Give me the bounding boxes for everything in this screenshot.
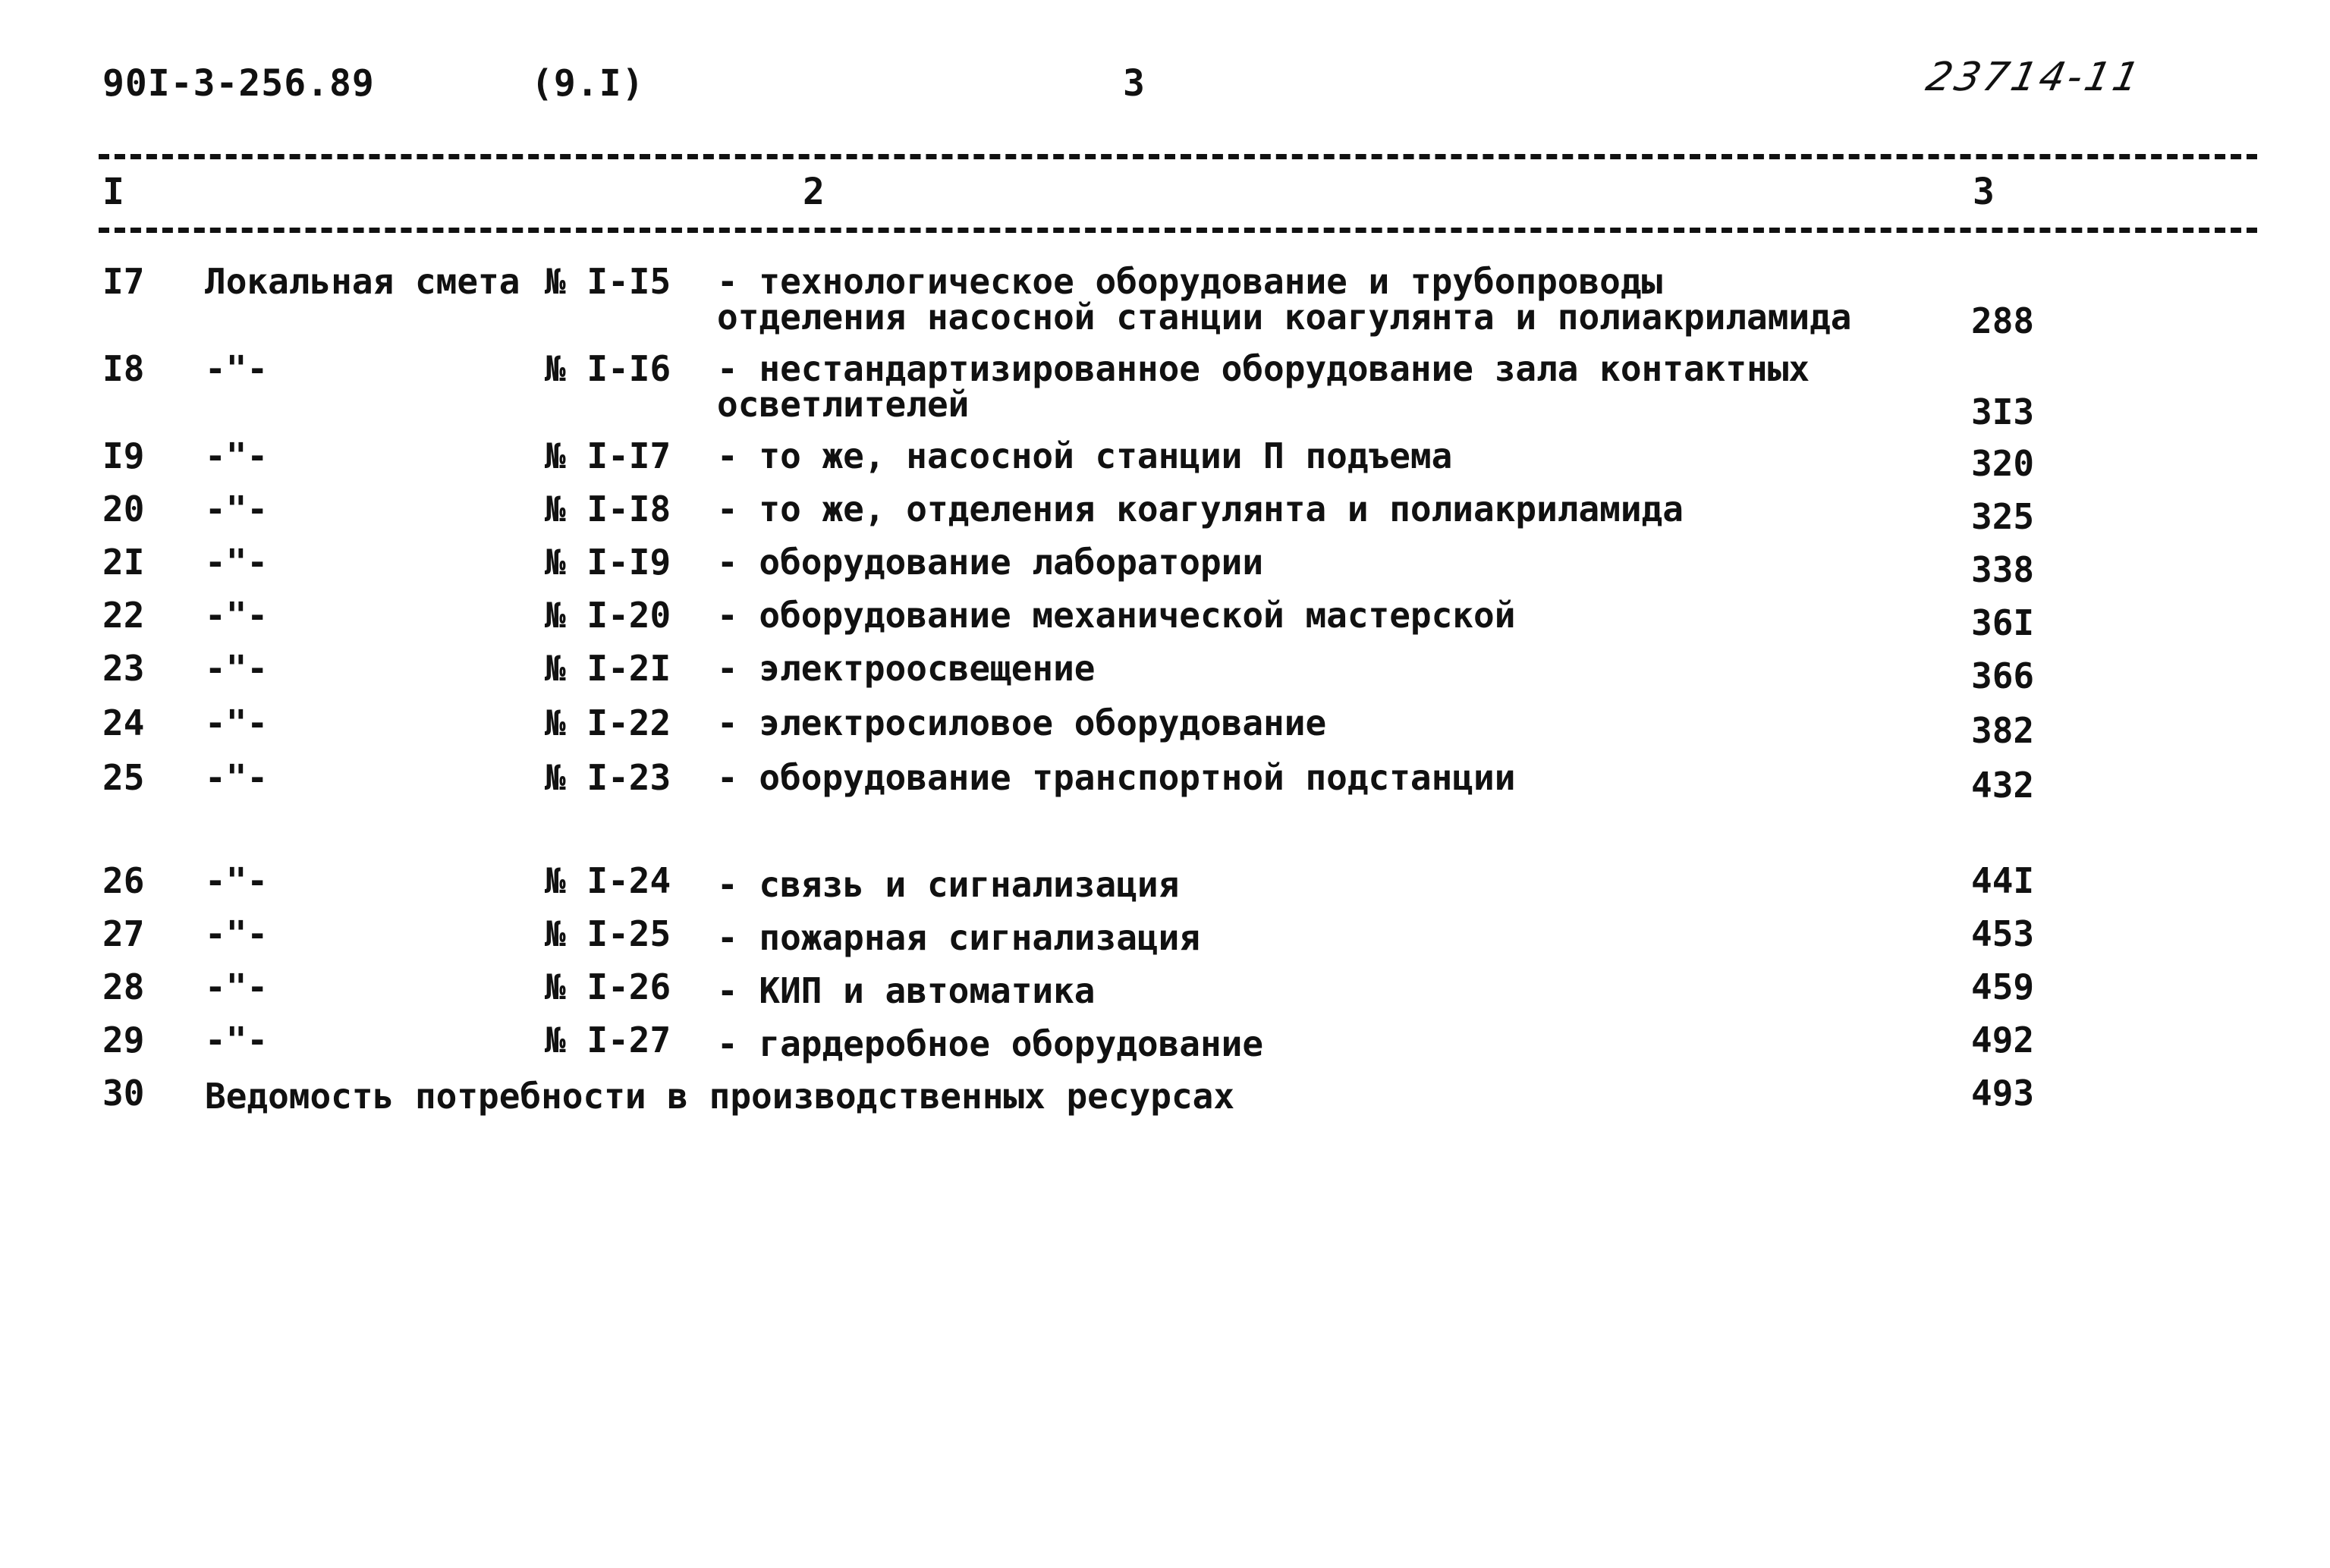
description: - пожарная сигнализация: [717, 917, 1200, 958]
handwritten-inventory-number: 23714-11: [1922, 55, 2146, 100]
description: - оборудование механической мастерской: [717, 595, 1516, 636]
page-reference: 36I: [1971, 602, 2035, 643]
ditto-mark: -"-: [205, 595, 269, 636]
ditto-mark: -"-: [205, 757, 269, 798]
ditto-mark: -"-: [205, 913, 269, 954]
page-reference: 320: [1971, 443, 2035, 484]
estimate-number: № I-I6: [545, 348, 671, 389]
description: - технологическое оборудование и трубопроводы: [717, 261, 1663, 302]
row-number: 2I: [102, 542, 145, 583]
ditto-mark: -"-: [205, 648, 269, 689]
ditto-mark: -"-: [205, 435, 269, 476]
estimate-number: № I-22: [545, 702, 671, 743]
column-header-2: 2: [803, 171, 825, 213]
description-continued: отделения насосной станции коагулянта и полиакриламида: [717, 297, 1852, 338]
estimate-number: № I-26: [545, 966, 671, 1007]
ditto-mark: -"-: [205, 489, 269, 529]
estimate-number: № I-25: [545, 913, 671, 954]
row-number: 30: [102, 1073, 145, 1114]
page-reference: 432: [1971, 765, 2035, 806]
estimate-number: № I-I9: [545, 542, 671, 583]
column-header-3: 3: [1973, 171, 1995, 213]
row-number: I9: [102, 435, 145, 476]
column-header-1: I: [102, 171, 124, 213]
page-reference: 366: [1971, 655, 2035, 696]
ditto-mark: -"-: [205, 348, 269, 389]
row-number: 29: [102, 1020, 145, 1061]
description: - нестандартизированное оборудование зала контактных: [717, 348, 1810, 389]
estimate-number: № I-2I: [545, 648, 671, 689]
section-number: (9.I): [531, 62, 645, 105]
document-type: Ведомость потребности в производственных ресурсах: [205, 1076, 1235, 1117]
description: - то же, отделения коагулянта и полиакриламида: [717, 489, 1684, 529]
description: - КИП и автоматика: [717, 970, 1096, 1011]
estimate-number: № I-24: [545, 860, 671, 901]
row-number: 27: [102, 913, 145, 954]
page-number: 3: [1123, 62, 1146, 105]
estimate-number: № I-20: [545, 595, 671, 636]
page-reference: 288: [1971, 300, 2035, 341]
page-reference: 492: [1971, 1020, 2035, 1061]
page-reference: 459: [1971, 966, 2035, 1007]
page-reference: 493: [1971, 1073, 2035, 1114]
row-number: I7: [102, 261, 145, 302]
estimate-number: № I-I5: [545, 261, 671, 302]
ditto-mark: -"-: [205, 1020, 269, 1061]
description: - электроосвещение: [717, 648, 1096, 689]
table-header-rule: [99, 228, 2257, 233]
row-number: 20: [102, 489, 145, 529]
description: - гардеробное оборудование: [717, 1023, 1264, 1064]
row-number: 24: [102, 702, 145, 743]
page-reference: 453: [1971, 913, 2035, 954]
ditto-mark: -"-: [205, 966, 269, 1007]
row-number: 23: [102, 648, 145, 689]
ditto-mark: -"-: [205, 860, 269, 901]
description: - оборудование транспортной подстанции: [717, 757, 1516, 798]
description: - то же, насосной станции П подъема: [717, 435, 1453, 476]
page-reference: 44I: [1971, 860, 2035, 901]
description-continued: осветлителей: [717, 384, 970, 425]
description: - оборудование лаборатории: [717, 542, 1264, 583]
ditto-mark: -"-: [205, 542, 269, 583]
estimate-number: № I-I8: [545, 489, 671, 529]
document-type: Локальная смета: [205, 261, 520, 302]
estimate-number: № I-I7: [545, 435, 671, 476]
document-code: 90I-3-256.89: [102, 62, 375, 105]
row-number: I8: [102, 348, 145, 389]
row-number: 25: [102, 757, 145, 798]
page-reference: 382: [1971, 710, 2035, 751]
row-number: 22: [102, 595, 145, 636]
table-top-rule: [99, 154, 2257, 159]
estimate-number: № I-27: [545, 1020, 671, 1061]
description: - связь и сигнализация: [717, 864, 1180, 905]
estimate-number: № I-23: [545, 757, 671, 798]
page-reference: 338: [1971, 549, 2035, 590]
row-number: 26: [102, 860, 145, 901]
page-reference: 3I3: [1971, 391, 2035, 432]
page-reference: 325: [1971, 496, 2035, 537]
description: - электросиловое оборудование: [717, 702, 1327, 743]
row-number: 28: [102, 966, 145, 1007]
ditto-mark: -"-: [205, 702, 269, 743]
